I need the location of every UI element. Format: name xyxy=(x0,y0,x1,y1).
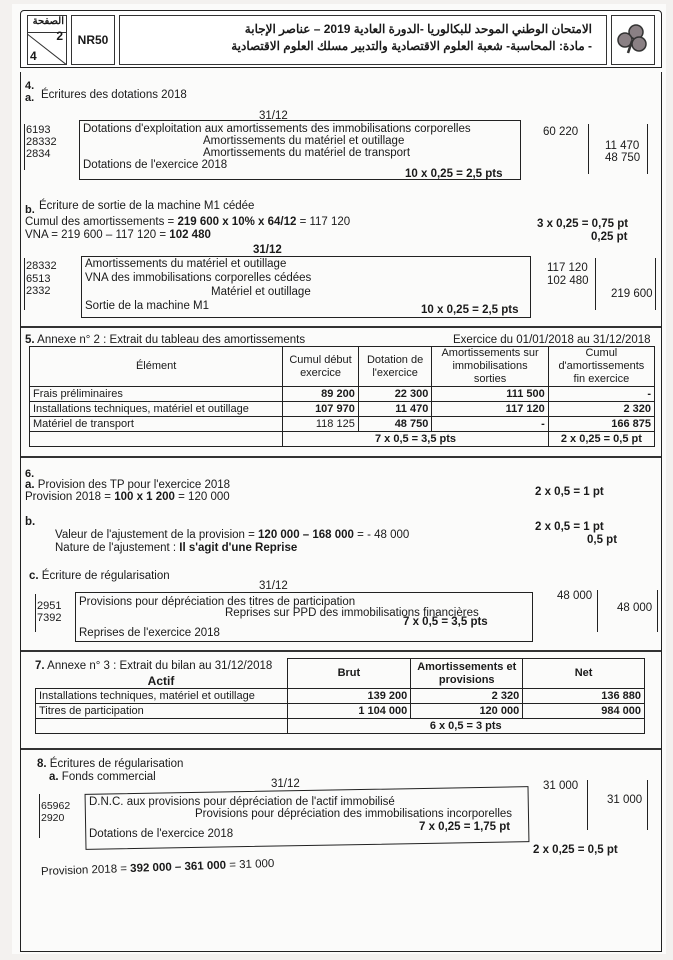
q4b-calc-vna: VNA = 219 600 – 117 120 = 102 480 xyxy=(25,229,211,241)
table-points-row xyxy=(36,719,645,734)
col-header: Cumul d'amortissements fin exercice xyxy=(548,347,654,387)
q4a-date: 31/12 xyxy=(259,110,288,122)
account-number: 28332 xyxy=(26,260,57,272)
journal-line: Provisions pour dépréciation des titres de participation xyxy=(79,596,356,608)
account-number: 6513 xyxy=(26,272,51,285)
q6c-accounts xyxy=(37,600,61,624)
q4b-accounts xyxy=(26,260,57,298)
exam-title-line2: - مادة: المحاسبة- شعبة العلوم الاقتصادية والتدبير مسلك العلوم الاقتصادية xyxy=(231,39,592,53)
account-number: 7392 xyxy=(37,612,62,624)
q5-period: Exercice du 01/01/2018 au 31/12/2018 xyxy=(453,334,651,346)
journal-line: Matériel et outillage xyxy=(211,286,311,298)
q8a-calc: Provision 2018 = 392 000 – 361 000 = 31 000 xyxy=(40,857,275,879)
credit-amount: 48 750 xyxy=(605,152,641,164)
journal-libelle: Dotations de l'exercice 2018 xyxy=(89,828,234,840)
q8a-date: 31/12 xyxy=(271,778,300,790)
trefoil-logo-icon xyxy=(616,23,650,57)
q6c-date: 31/12 xyxy=(259,580,288,592)
debit-amount: 102 480 xyxy=(547,275,589,287)
question-4-number: 4. xyxy=(25,80,35,92)
q6b-label: b. xyxy=(25,516,36,528)
page-header xyxy=(20,10,662,68)
table-row: Installations techniques, matériel et outillage 139 200 2 320 136 880 xyxy=(36,689,645,704)
q6a-title: a. Provision des TP pour l'exercice 2018 xyxy=(25,479,231,491)
q4b-date: 31/12 xyxy=(253,244,282,256)
exam-answer-page xyxy=(12,4,666,954)
points: 2 x 0,25 = 0,5 pt xyxy=(548,432,654,447)
journal-line: Provisions pour dépréciation des immobilisations incorporelles xyxy=(195,808,513,820)
points: 0,25 pt xyxy=(591,231,628,243)
journal-line: VNA des immobilisations corporelles cédées xyxy=(85,272,312,284)
q8a-accounts xyxy=(41,800,70,824)
q4b-calc-cumul: Cumul des amortissements = 219 600 x 10% x 64/12 = 117 120 xyxy=(25,216,351,228)
q6c-title: c. Écriture de régularisation xyxy=(29,570,170,582)
debit-amount: 60 220 xyxy=(543,126,579,138)
balance-sheet-table xyxy=(35,658,645,734)
col-header: Brut xyxy=(287,659,411,689)
journal-libelle: Sortie de la machine M1 xyxy=(85,300,210,312)
page-total: 4 xyxy=(30,49,37,63)
page-number-box xyxy=(27,15,67,65)
credit-amount: 31 000 xyxy=(607,794,643,806)
account-number: 2920 xyxy=(41,812,65,824)
table-row: Titres de participation 1 104 000 120 000 984 000 xyxy=(36,704,645,719)
q4b-title: Écriture de sortie de la machine M1 cédée xyxy=(39,200,255,212)
q4a-title: Écritures des dotations 2018 xyxy=(41,89,187,101)
table-header-row xyxy=(30,347,655,387)
q4b-label: b. xyxy=(25,204,35,216)
points: 0,5 pt xyxy=(587,534,618,546)
col-header: Amortissements sur immobilisations sorties xyxy=(432,347,548,387)
points: 7 x 0,25 = 1,75 pt xyxy=(419,821,511,833)
points: 3 x 0,25 = 0,75 pt xyxy=(537,218,629,230)
points: 2 x 0,5 = 1 pt xyxy=(535,486,604,498)
col-header: Cumul début exercice xyxy=(283,347,359,387)
points: 6 x 0,5 = 3 pts xyxy=(287,719,644,734)
debit-amount: 48 000 xyxy=(557,590,593,602)
col-header: Amortissements et provisions xyxy=(411,659,523,689)
journal-libelle: Dotations de l'exercice 2018 xyxy=(83,159,228,171)
exam-code: NR50 xyxy=(71,15,115,65)
q4a-label: a. xyxy=(25,92,35,104)
table-header-row xyxy=(36,659,645,689)
q6a-calc: Provision 2018 = 100 x 1 200 = 120 000 xyxy=(25,491,230,503)
points: 10 x 0,25 = 2,5 pts xyxy=(421,304,519,316)
col-header: Net xyxy=(523,659,645,689)
amortization-table xyxy=(29,346,655,447)
credit-amount: 219 600 xyxy=(611,288,653,300)
journal-line: D.N.C. aux provisions pour dépréciation de l'actif immobilisé xyxy=(89,796,395,808)
journal-libelle: Reprises de l'exercice 2018 xyxy=(79,627,220,639)
col-header: Dotation de l'exercice xyxy=(358,347,432,387)
journal-line: Amortissements du matériel et outillage xyxy=(85,258,287,270)
account-number: 2834 xyxy=(26,148,51,160)
question-6-number: 6. xyxy=(25,468,35,480)
debit-amount: 117 120 xyxy=(547,262,588,274)
points: 7 x 0,5 = 3,5 pts xyxy=(283,432,548,447)
q4a-accounts xyxy=(26,124,57,160)
points: 10 x 0,25 = 2,5 pts xyxy=(405,168,503,180)
content-frame xyxy=(20,72,662,952)
account-number: 6193 xyxy=(26,124,51,136)
exam-title xyxy=(119,15,607,65)
q7-title: 7. Annexe n° 3 : Extrait du bilan au 31/12/2018 xyxy=(35,660,273,672)
logo xyxy=(611,15,655,65)
journal-line: Reprises sur PPD des immobilisations financières xyxy=(225,607,479,619)
journal-line: Amortissements du matériel et outillage xyxy=(203,135,405,147)
q5-title: 5. Annexe n° 2 : Extrait du tableau des amortissements xyxy=(25,334,306,346)
col-header: Actif xyxy=(36,659,288,689)
points: 2 x 0,25 = 0,5 pt xyxy=(533,844,618,856)
debit-amount: 31 000 xyxy=(543,780,579,792)
journal-line: Dotations d'exploitation aux amortissements des immobilisations corporelles xyxy=(83,123,471,135)
page-label: الصفحة xyxy=(32,16,64,27)
credit-amount: 11 470 xyxy=(605,140,640,152)
credit-amount: 48 000 xyxy=(617,602,653,614)
q6b-calc: Valeur de l'ajustement de la provision = 120 000 – 168 000 = - 48 000 xyxy=(55,529,410,541)
points: 2 x 0,5 = 1 pt xyxy=(535,521,604,533)
table-points-row xyxy=(30,432,655,447)
table-row: Installations techniques, matériel et outillage 107 970 11 470 117 120 2 320 xyxy=(30,402,655,417)
account-number: 65962 xyxy=(41,800,71,812)
points: 7 x 0,5 = 3,5 pts xyxy=(403,616,488,628)
table-row: Frais préliminaires 89 200 22 300 111 500 - xyxy=(30,387,655,402)
journal-line: Amortissements du matériel de transport xyxy=(203,147,411,159)
q8-title: 8. Écritures de régularisation xyxy=(37,758,184,770)
q6b-nature: Nature de l'ajustement : Il s'agit d'une Reprise xyxy=(55,542,298,554)
exam-title-line1: الامتحان الوطني الموحد للبكالوريا -الدورة العادية 2019 – عناصر الإجابة xyxy=(244,22,592,36)
table-row: Matériel de transport 118 125 48 750 - 166 875 xyxy=(30,417,655,432)
account-number: 28332 xyxy=(26,136,57,148)
account-number: 2951 xyxy=(37,600,62,612)
page-number: 2 xyxy=(56,29,63,43)
q8a-title: a. Fonds commercial xyxy=(49,771,156,783)
account-number: 2332 xyxy=(26,285,51,297)
col-header: Élément xyxy=(30,347,283,387)
